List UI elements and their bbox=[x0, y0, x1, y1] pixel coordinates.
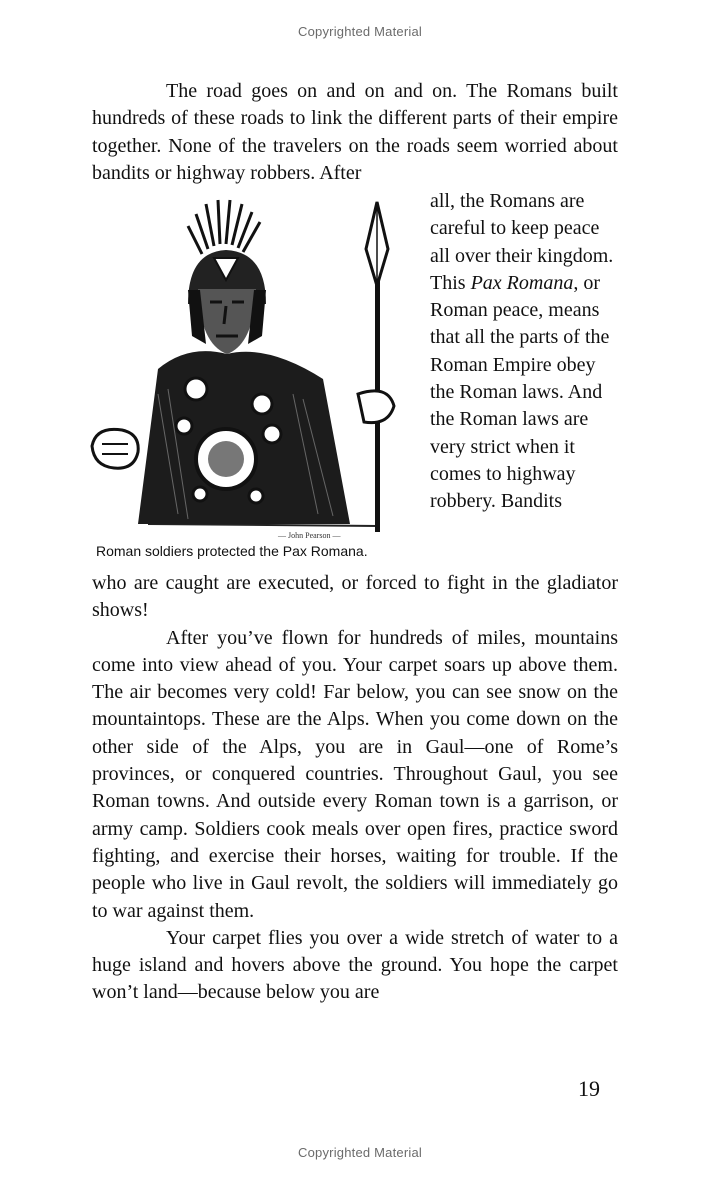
artist-signature: — John Pearson — bbox=[278, 531, 341, 540]
paragraph-1-wrap bbox=[430, 188, 620, 516]
copyright-banner-top: Copyrighted Material bbox=[298, 24, 422, 39]
paragraph-1-wrap-text-2: , or Roman peace, means that all the parts of the Roman Empire obey the Roman laws. And the Roman laws are very strict when it comes to highway robbery. Bandits bbox=[430, 271, 610, 513]
body-text-lower bbox=[92, 570, 618, 1007]
roman-soldier-illustration bbox=[88, 194, 423, 540]
figure-caption: Roman soldiers protected the Pax Romana. bbox=[96, 543, 368, 559]
roman-soldier-drawing bbox=[88, 194, 423, 540]
paragraph-3: Your carpet flies you over a wide stretch of water to a huge island and hovers above the ground. You hope the carpet won’t land—because below you are bbox=[92, 926, 618, 1004]
paragraph-1-lead-text: The road goes on and on and on. The Romans built hundreds of these roads to link the different parts of their empire together. None of the travelers on the roads seem worried about bandits or highway robbers. After bbox=[92, 80, 618, 184]
page-number: 19 bbox=[578, 1076, 600, 1101]
paragraph-1-lead bbox=[92, 78, 618, 187]
paragraph-1-tail: who are caught are executed, or forced to fight in the gladiator shows! bbox=[92, 572, 618, 622]
copyright-banner-bottom: Copyrighted Material bbox=[298, 1145, 422, 1160]
pax-romana-italic: Pax Romana bbox=[470, 271, 574, 294]
paragraph-1-wrap-text-1: all, the Romans are careful to keep peace all over their kingdom. This bbox=[430, 190, 614, 294]
paragraph-2: After you’ve flown for hundreds of miles, mountains come into view ahead of you. Your carpet soars up above them. The air becomes very cold! Far below, you can see snow on the mountaintops. These are the Alps. When you come down on the other side of the Alps, you are in Gaul—one of Rome’s provinces, or conquered countries. Throughout Gaul, you see Roman towns. And outside every Roman town is a garrison, or army camp. Soldiers cook meals over open fires, practice sword fighting, and exercise their horses, waiting for trouble. If the people who live in Gaul revolt, the soldiers will immediately go to war against them. bbox=[92, 626, 618, 922]
